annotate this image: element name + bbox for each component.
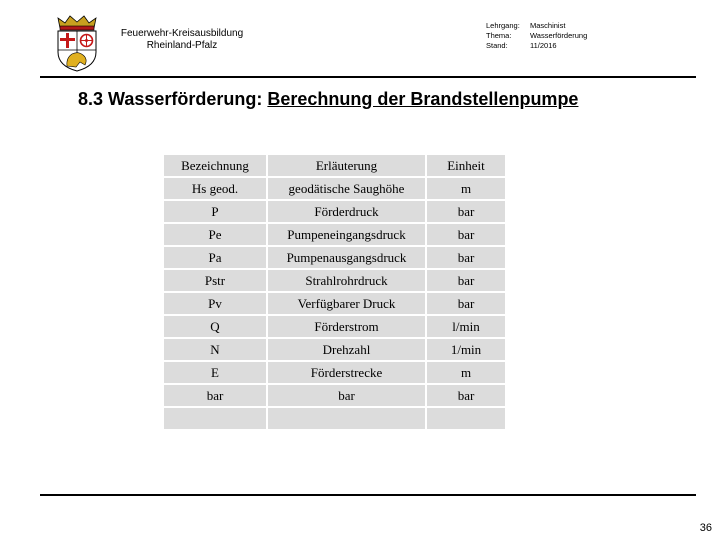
cell-unit: m [426, 177, 506, 200]
cell-unit [426, 407, 506, 430]
cell-explanation: bar [267, 384, 426, 407]
table-row [163, 269, 506, 292]
header-divider [40, 76, 696, 78]
meta-key: Lehrgang: [486, 21, 520, 30]
organization-line-1: Feuerwehr-Kreisausbildung [120, 28, 244, 39]
cell-unit: 1/min [426, 338, 506, 361]
cell-designation: P [163, 200, 267, 223]
cell-designation: E [163, 361, 267, 384]
cell-designation: Hs geod. [163, 177, 267, 200]
cell-unit: bar [426, 384, 506, 407]
organization-line-2: Rheinland-Pfalz [146, 40, 218, 51]
cell-explanation: Förderdruck [267, 200, 426, 223]
table-row [163, 246, 506, 269]
table-row [163, 338, 506, 361]
symbols-table [162, 153, 507, 431]
meta-row-topic [486, 31, 587, 41]
footer-divider [40, 494, 696, 496]
cell-unit: bar [426, 269, 506, 292]
table-row [163, 407, 506, 430]
meta-value: 11/2016 [530, 41, 557, 50]
meta-value: Maschinist [530, 21, 566, 30]
cell-explanation [267, 407, 426, 430]
cell-explanation: Verfügbarer Druck [267, 292, 426, 315]
header-designation: Bezeichnung [163, 154, 267, 177]
table-row [163, 177, 506, 200]
title-underlined: Berechnung der Brandstellenpumpe [267, 89, 579, 109]
cell-unit: bar [426, 200, 506, 223]
meta-key: Thema: [486, 31, 512, 40]
cell-designation: Q [163, 315, 267, 338]
meta-key: Stand: [486, 41, 508, 50]
table-row [163, 361, 506, 384]
cell-unit: bar [426, 223, 506, 246]
header-unit: Einheit [426, 154, 506, 177]
cell-explanation: Förderstrom [267, 315, 426, 338]
page-title [78, 89, 578, 110]
cell-designation: Pstr [163, 269, 267, 292]
cell-unit: m [426, 361, 506, 384]
table-row [163, 384, 506, 407]
cell-explanation: Pumpeneingangsdruck [267, 223, 426, 246]
organization-name [112, 28, 252, 52]
cell-explanation: Förderstrecke [267, 361, 426, 384]
cell-unit: bar [426, 292, 506, 315]
table-row [163, 223, 506, 246]
table-row [163, 315, 506, 338]
cell-designation: Pe [163, 223, 267, 246]
page-number: 36 [699, 522, 712, 534]
cell-designation: N [163, 338, 267, 361]
cell-designation: bar [163, 384, 267, 407]
meta-row-date [486, 41, 587, 51]
coat-of-arms-logo [52, 14, 102, 72]
meta-row-course [486, 21, 587, 31]
cell-designation [163, 407, 267, 430]
cell-designation: Pv [163, 292, 267, 315]
cell-explanation: Strahlrohrdruck [267, 269, 426, 292]
table-header-row [163, 154, 506, 177]
cell-unit: l/min [426, 315, 506, 338]
cell-explanation: geodätische Saughöhe [267, 177, 426, 200]
header-explanation: Erläuterung [267, 154, 426, 177]
meta-value: Wasserförderung [530, 31, 588, 40]
table-row [163, 292, 506, 315]
document-meta [486, 21, 587, 51]
title-prefix: 8.3 Wasserförderung: [78, 89, 268, 109]
cell-explanation: Drehzahl [267, 338, 426, 361]
cell-unit: bar [426, 246, 506, 269]
cell-designation: Pa [163, 246, 267, 269]
cell-explanation: Pumpenausgangsdruck [267, 246, 426, 269]
table-row [163, 200, 506, 223]
